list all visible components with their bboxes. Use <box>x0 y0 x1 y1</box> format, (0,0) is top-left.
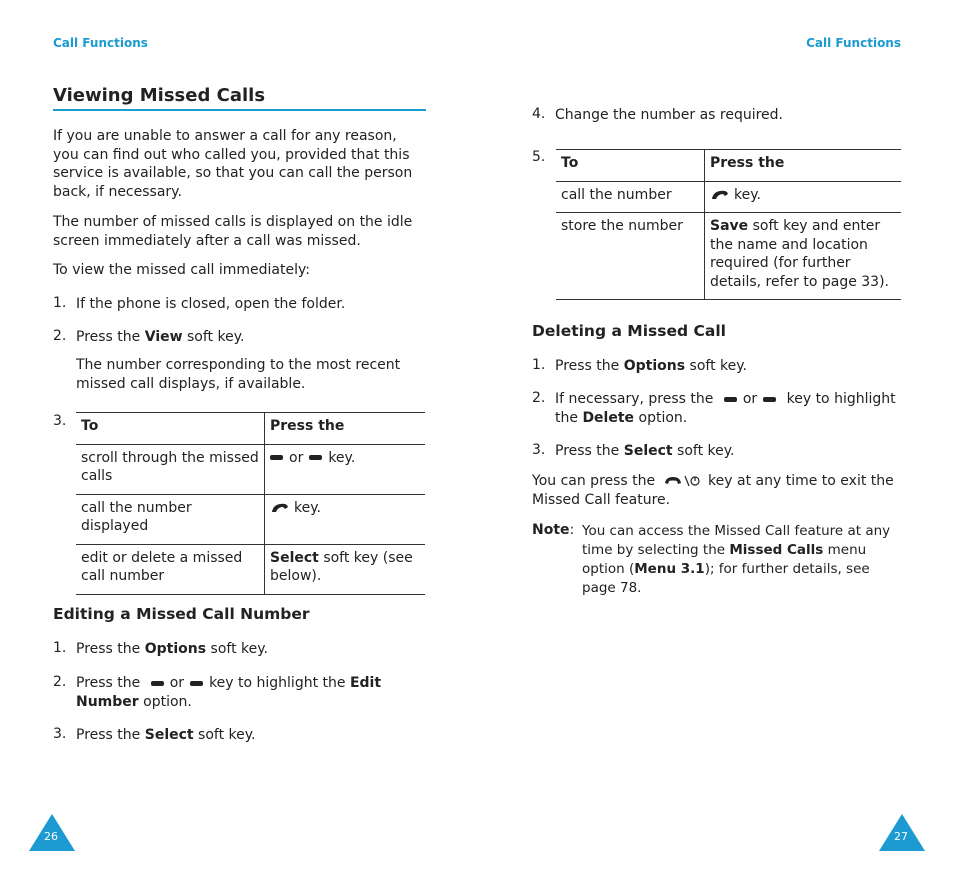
step-2-detail: The number corresponding to the most recent missed call displays, if available. <box>76 357 401 392</box>
step-text: Press the or key to highlight the Edit Number option. <box>76 675 382 710</box>
step-number: 3. <box>53 413 67 429</box>
down-key-icon <box>309 455 322 460</box>
missed-calls-key-table <box>76 412 425 595</box>
step-number: 4. <box>532 106 546 122</box>
up-key-icon <box>724 397 737 402</box>
end-key-icon <box>664 475 700 487</box>
step-number: 3. <box>532 442 546 458</box>
table-cell-action: scroll through the missed calls <box>76 444 265 494</box>
step-number: 1. <box>53 640 67 656</box>
table-header-row <box>76 413 425 445</box>
running-header-right: Call Functions <box>806 36 901 50</box>
step-number: 2. <box>53 328 67 344</box>
step-text: If necessary, press the or key to highlight the Delete option. <box>555 391 896 426</box>
step-text: Press the Select soft key. <box>555 443 735 459</box>
table-cell-action: edit or delete a missed call number <box>76 544 265 594</box>
title-underline <box>53 109 426 111</box>
table-cell-action: call the number <box>556 181 705 213</box>
section-title: Viewing Missed Calls <box>53 85 266 106</box>
table-header-to: To <box>556 150 705 182</box>
page-number-left: 26 <box>44 830 58 843</box>
table-cell-key: Select soft key (see below). <box>270 549 413 584</box>
table-cell-action: call the number displayed <box>76 494 265 544</box>
table-header-to: To <box>76 413 265 445</box>
step-text: If the phone is closed, open the folder. <box>76 296 346 312</box>
note-label: Note: <box>532 522 575 538</box>
intro-paragraph: If you are unable to answer a call for any reason, you can find out who called you, provided that this service is available, so that you can call the person back, if necessary. <box>53 128 413 200</box>
subsection-title-deleting: Deleting a Missed Call <box>532 322 726 340</box>
subsection-title-editing: Editing a Missed Call Number <box>53 605 310 623</box>
step-number: 5. <box>532 149 546 165</box>
down-key-icon <box>763 397 776 402</box>
table-row <box>76 544 425 594</box>
table-cell-key: or key. <box>265 444 426 494</box>
up-key-icon <box>151 681 164 686</box>
step-text: Press the View soft key. <box>76 329 245 345</box>
note-text: You can access the Missed Call feature at any time by selecting the Missed Calls menu option (Menu 3.1); for further details, see page 78. <box>582 523 891 596</box>
step-text: Press the Select soft key. <box>76 727 256 743</box>
exit-paragraph: You can press the key at any time to exit the Missed Call feature. <box>532 473 894 508</box>
send-key-icon <box>710 189 730 201</box>
send-key-icon <box>270 502 290 514</box>
down-key-icon <box>190 681 203 686</box>
table-cell-key: key. <box>265 494 426 544</box>
up-key-icon <box>270 455 283 460</box>
table-cell-key: key. <box>705 181 902 213</box>
running-header-left: Call Functions <box>53 36 148 50</box>
table-header-press: Press the <box>710 155 785 171</box>
step-text: Change the number as required. <box>555 107 783 123</box>
step-number: 1. <box>53 295 67 311</box>
missed-call-options-table <box>556 149 901 300</box>
step-number: 3. <box>53 726 67 742</box>
table-row <box>556 213 901 300</box>
step-number: 2. <box>53 674 67 690</box>
view-instruction: To view the missed call immediately: <box>53 262 310 278</box>
table-cell-action: store the number <box>556 213 705 300</box>
table-row <box>556 181 901 213</box>
table-cell-key: Save soft key and enter the name and location required (for further details, refer to page 33). <box>710 218 889 290</box>
page-number-right: 27 <box>894 830 908 843</box>
step-number: 2. <box>532 390 546 406</box>
table-header-press: Press the <box>270 418 345 434</box>
missed-count-paragraph: The number of missed calls is displayed on the idle screen immediately after a call was missed. <box>53 214 413 249</box>
table-row <box>76 494 425 544</box>
step-text: Press the Options soft key. <box>555 358 747 374</box>
table-header-row <box>556 150 901 182</box>
table-row <box>76 444 425 494</box>
step-number: 1. <box>532 357 546 373</box>
step-text: Press the Options soft key. <box>76 641 268 657</box>
